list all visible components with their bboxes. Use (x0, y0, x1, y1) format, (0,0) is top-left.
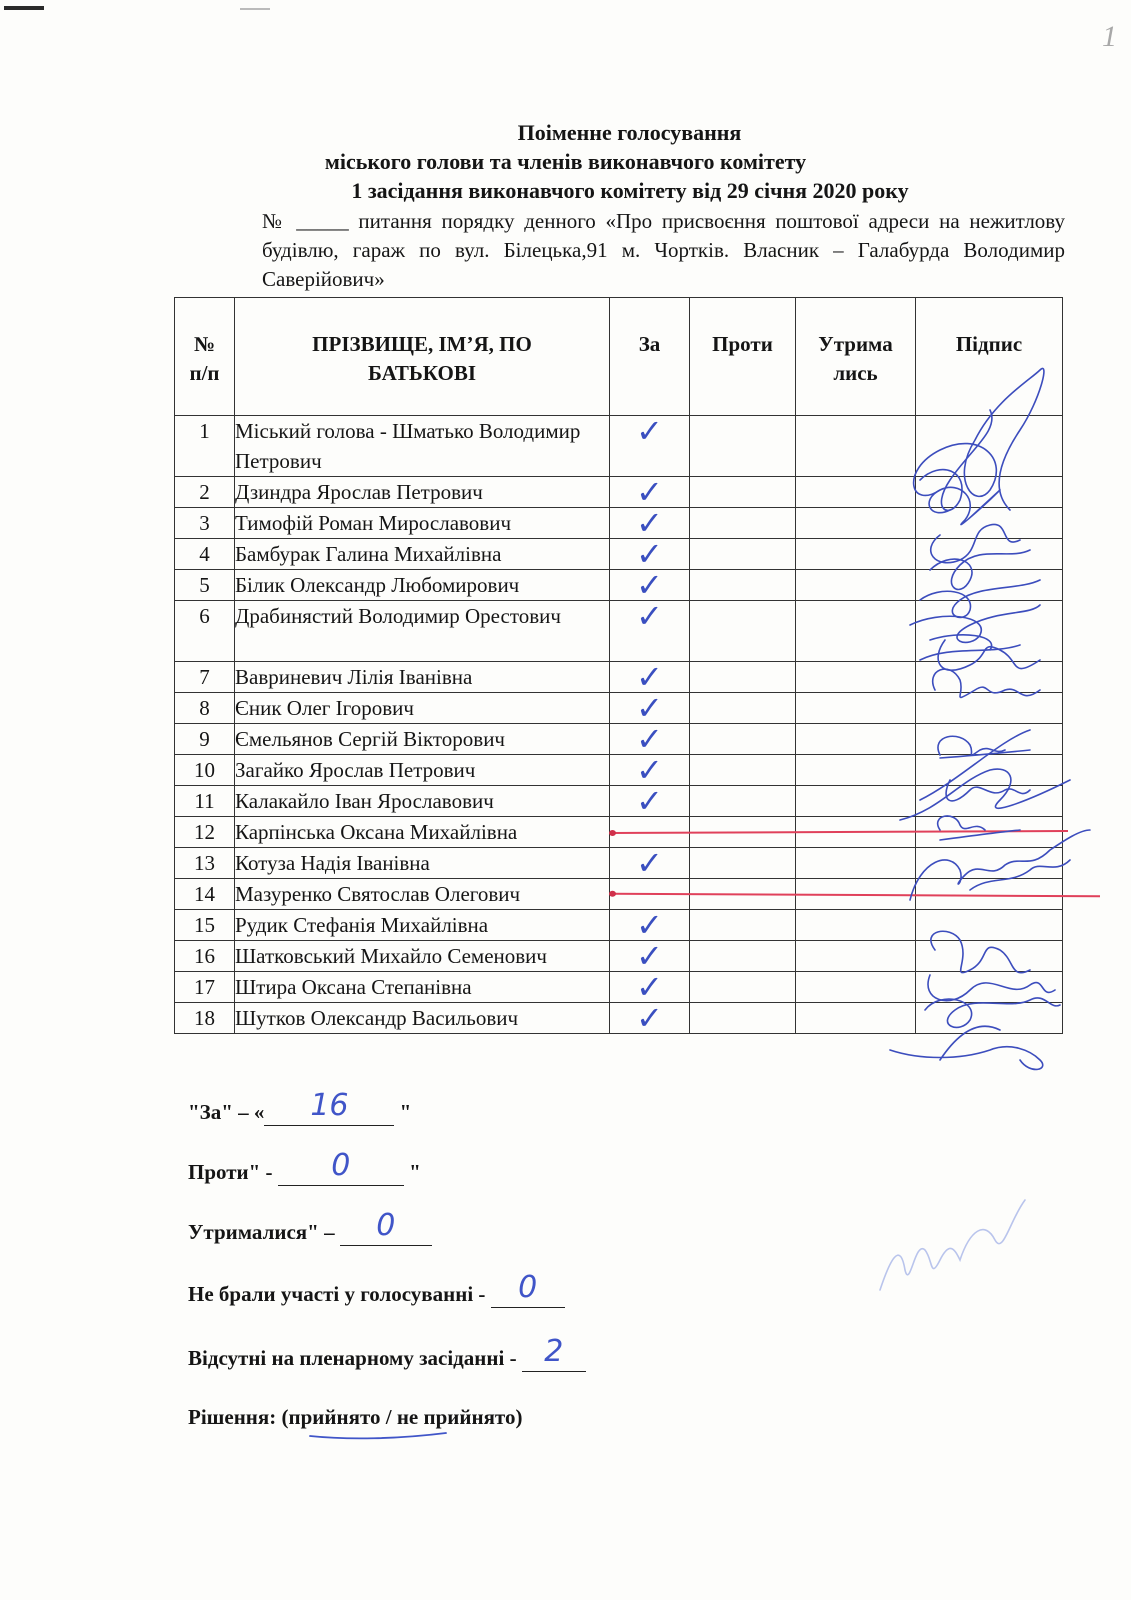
row-number: 8 (175, 693, 235, 724)
signature-cell (916, 693, 1063, 724)
summary-proty-label: Проти" - (188, 1160, 278, 1184)
summary-utrym-label: Утрималися" – (188, 1220, 340, 1244)
summary-ne-brali-value: 0 (518, 1270, 538, 1305)
summary-rishennya: Рішення: (прийнято / не прийнято) (188, 1405, 523, 1429)
member-name: Загайко Ярослав Петрович (235, 755, 610, 786)
vote-utrymalys (796, 724, 916, 755)
table-row (175, 508, 1063, 539)
vote-za: ✓ (610, 508, 690, 539)
vote-proty (690, 1003, 796, 1034)
vote-proty (690, 662, 796, 693)
document-title: Поіменне голосування (517, 120, 742, 145)
table-row (175, 972, 1063, 1003)
member-name: Котуза Надія Іванівна (235, 848, 610, 879)
signature-cell (916, 848, 1063, 879)
vote-proty (690, 416, 796, 477)
vote-proty (690, 693, 796, 724)
table-row (175, 662, 1063, 693)
row-number: 6 (175, 601, 235, 662)
summary-proty-blank (278, 1148, 404, 1186)
vote-utrymalys (796, 972, 916, 1003)
vote-proty (690, 724, 796, 755)
vote-utrymalys (796, 662, 916, 693)
row-number: 14 (175, 879, 235, 910)
row-number: 12 (175, 817, 235, 848)
vote-utrymalys (796, 755, 916, 786)
row-number: 13 (175, 848, 235, 879)
table-row (175, 848, 1063, 879)
vote-za: ✓ (610, 570, 690, 601)
header-proty: Проти (690, 298, 796, 416)
signature-cell (916, 662, 1063, 693)
vote-proty (690, 601, 796, 662)
vote-za: ✓ (610, 1003, 690, 1034)
vote-za: ✓ (610, 755, 690, 786)
header-number: № п/п (175, 298, 235, 416)
vote-proty (690, 972, 796, 1003)
summary-ne-brali-blank (491, 1270, 565, 1308)
document-subtitle: міського голови та членів виконавчого комітету (324, 149, 807, 174)
row-number: 16 (175, 941, 235, 972)
summary-utrym-blank (340, 1208, 432, 1246)
row-number: 11 (175, 786, 235, 817)
member-name: Бамбурак Галина Михайлівна (235, 539, 610, 570)
member-name: Білик Олександр Любомирович (235, 570, 610, 601)
vote-za: ✓ (610, 416, 690, 477)
vote-za: ✓ (610, 539, 690, 570)
vote-proty (690, 477, 796, 508)
table-row (175, 786, 1063, 817)
vote-utrymalys (796, 601, 916, 662)
signature-cell (916, 416, 1063, 477)
row-number: 4 (175, 539, 235, 570)
vote-proty (690, 941, 796, 972)
member-name: Штира Оксана Степанівна (235, 972, 610, 1003)
member-name: Мазуренко Святослав Олегович (235, 879, 610, 910)
signature-cell (916, 755, 1063, 786)
summary-vidsutni-label: Відсутні на пленарному засіданні - (188, 1346, 522, 1370)
faint-handwritten-mark (875, 1180, 1045, 1310)
vote-utrymalys (796, 848, 916, 879)
signature-cell (916, 1003, 1063, 1034)
summary-za-value: 16 (310, 1088, 349, 1123)
table-row (175, 601, 1063, 662)
table-row (175, 570, 1063, 601)
vote-utrymalys (796, 570, 916, 601)
summary-vidsutni-value: 2 (544, 1334, 564, 1369)
table-row (175, 941, 1063, 972)
vote-za: ✓ (610, 848, 690, 879)
row-number: 5 (175, 570, 235, 601)
vote-za: ✓ (610, 693, 690, 724)
vote-proty (690, 910, 796, 941)
row-number: 1 (175, 416, 235, 477)
table-row (175, 693, 1063, 724)
vote-utrymalys (796, 1003, 916, 1034)
vote-za: ✓ (610, 972, 690, 1003)
table-row (175, 539, 1063, 570)
vote-proty (690, 848, 796, 879)
vote-proty (690, 755, 796, 786)
vote-za: ✓ (610, 786, 690, 817)
row-number: 15 (175, 910, 235, 941)
row-number: 10 (175, 755, 235, 786)
summary-proty-close: " (403, 1160, 421, 1184)
summary-utrym-value: 0 (376, 1208, 396, 1243)
summary-utrymalys (188, 1208, 432, 1246)
vote-proty (690, 786, 796, 817)
vote-utrymalys (796, 508, 916, 539)
table-row (175, 910, 1063, 941)
vote-utrymalys (796, 416, 916, 477)
member-name: Шатковський Михайло Семенович (235, 941, 610, 972)
summary-ne-brali (188, 1270, 565, 1308)
signature-cell (916, 724, 1063, 755)
page-number-handwritten: 1 (1102, 20, 1117, 53)
signature-cell (916, 570, 1063, 601)
row-number: 7 (175, 662, 235, 693)
summary-proty (188, 1148, 421, 1186)
header-name: ПРІЗВИЩЕ, ІМ’Я, ПО БАТЬКОВІ (235, 298, 610, 416)
summary-ne-brali-label: Не брали участі у голосуванні - (188, 1282, 491, 1306)
header-za: За (610, 298, 690, 416)
vote-za: ✓ (610, 662, 690, 693)
signature-cell (916, 539, 1063, 570)
member-name: Калакайло Іван Ярославович (235, 786, 610, 817)
member-name: Дзиндра Ярослав Петрович (235, 477, 610, 508)
member-name: Тимофій Роман Мирославович (235, 508, 610, 539)
table-header-row (175, 298, 1063, 416)
member-name: Шутков Олександр Васильович (235, 1003, 610, 1034)
signature-cell (916, 941, 1063, 972)
summary-za-close: " (394, 1100, 412, 1124)
agenda-item-text: № _____ питання порядку денного «Про присвоєння поштової адреси на нежитлову будівлю, гараж по вул. Білецька,91 м. Чортків. Власник – Галабурда Володимир Саверійович» (262, 209, 1065, 291)
summary-za-blank (264, 1088, 394, 1126)
handwritten-underline (308, 1430, 448, 1442)
row-number: 17 (175, 972, 235, 1003)
table-row (175, 755, 1063, 786)
member-name: Міський голова - Шматько Володимир Петрович (235, 416, 610, 477)
row-number: 9 (175, 724, 235, 755)
member-name: Вавриневич Лілія Іванівна (235, 662, 610, 693)
member-name: Ємельянов Сергій Вікторович (235, 724, 610, 755)
member-name: Карпінська Оксана Михайлівна (235, 817, 610, 848)
summary-proty-value: 0 (331, 1148, 351, 1183)
vote-utrymalys (796, 786, 916, 817)
vote-proty (690, 570, 796, 601)
scan-edge-mark-light (240, 8, 270, 10)
vote-proty (690, 539, 796, 570)
signature-cell (916, 601, 1063, 662)
vote-table (174, 297, 1063, 1037)
vote-utrymalys (796, 910, 916, 941)
row-number: 3 (175, 508, 235, 539)
vote-utrymalys (796, 941, 916, 972)
table-row (175, 1003, 1063, 1034)
signature-cell (916, 786, 1063, 817)
vote-utrymalys (796, 539, 916, 570)
signature-cell (916, 477, 1063, 508)
row-number: 2 (175, 477, 235, 508)
summary-vidsutni (188, 1334, 586, 1372)
vote-za: ✓ (610, 601, 690, 662)
row-number: 18 (175, 1003, 235, 1034)
vote-za: ✓ (610, 941, 690, 972)
signature-cell (916, 910, 1063, 941)
vote-proty (690, 508, 796, 539)
table-row (175, 416, 1063, 477)
summary-za-label: "За" – « (188, 1100, 265, 1124)
vote-utrymalys (796, 477, 916, 508)
scan-edge-mark (4, 6, 44, 10)
member-name: Драбинястий Володимир Орестович (235, 601, 610, 662)
header-signature: Підпис (916, 298, 1063, 416)
vote-za: ✓ (610, 477, 690, 508)
summary-vidsutni-blank (522, 1334, 586, 1372)
vote-utrymalys (796, 693, 916, 724)
member-name: Єник Олег Ігорович (235, 693, 610, 724)
vote-za: ✓ (610, 910, 690, 941)
table-row (175, 724, 1063, 755)
member-name: Рудик Стефанія Михайлівна (235, 910, 610, 941)
signature-cell (916, 972, 1063, 1003)
vote-za: ✓ (610, 724, 690, 755)
summary-za (188, 1088, 412, 1126)
signature-cell (916, 508, 1063, 539)
header-utrymalys: Утрима лись (796, 298, 916, 416)
table-row (175, 477, 1063, 508)
meeting-line: 1 засідання виконавчого комітету від 29 січня 2020 року (351, 178, 909, 203)
